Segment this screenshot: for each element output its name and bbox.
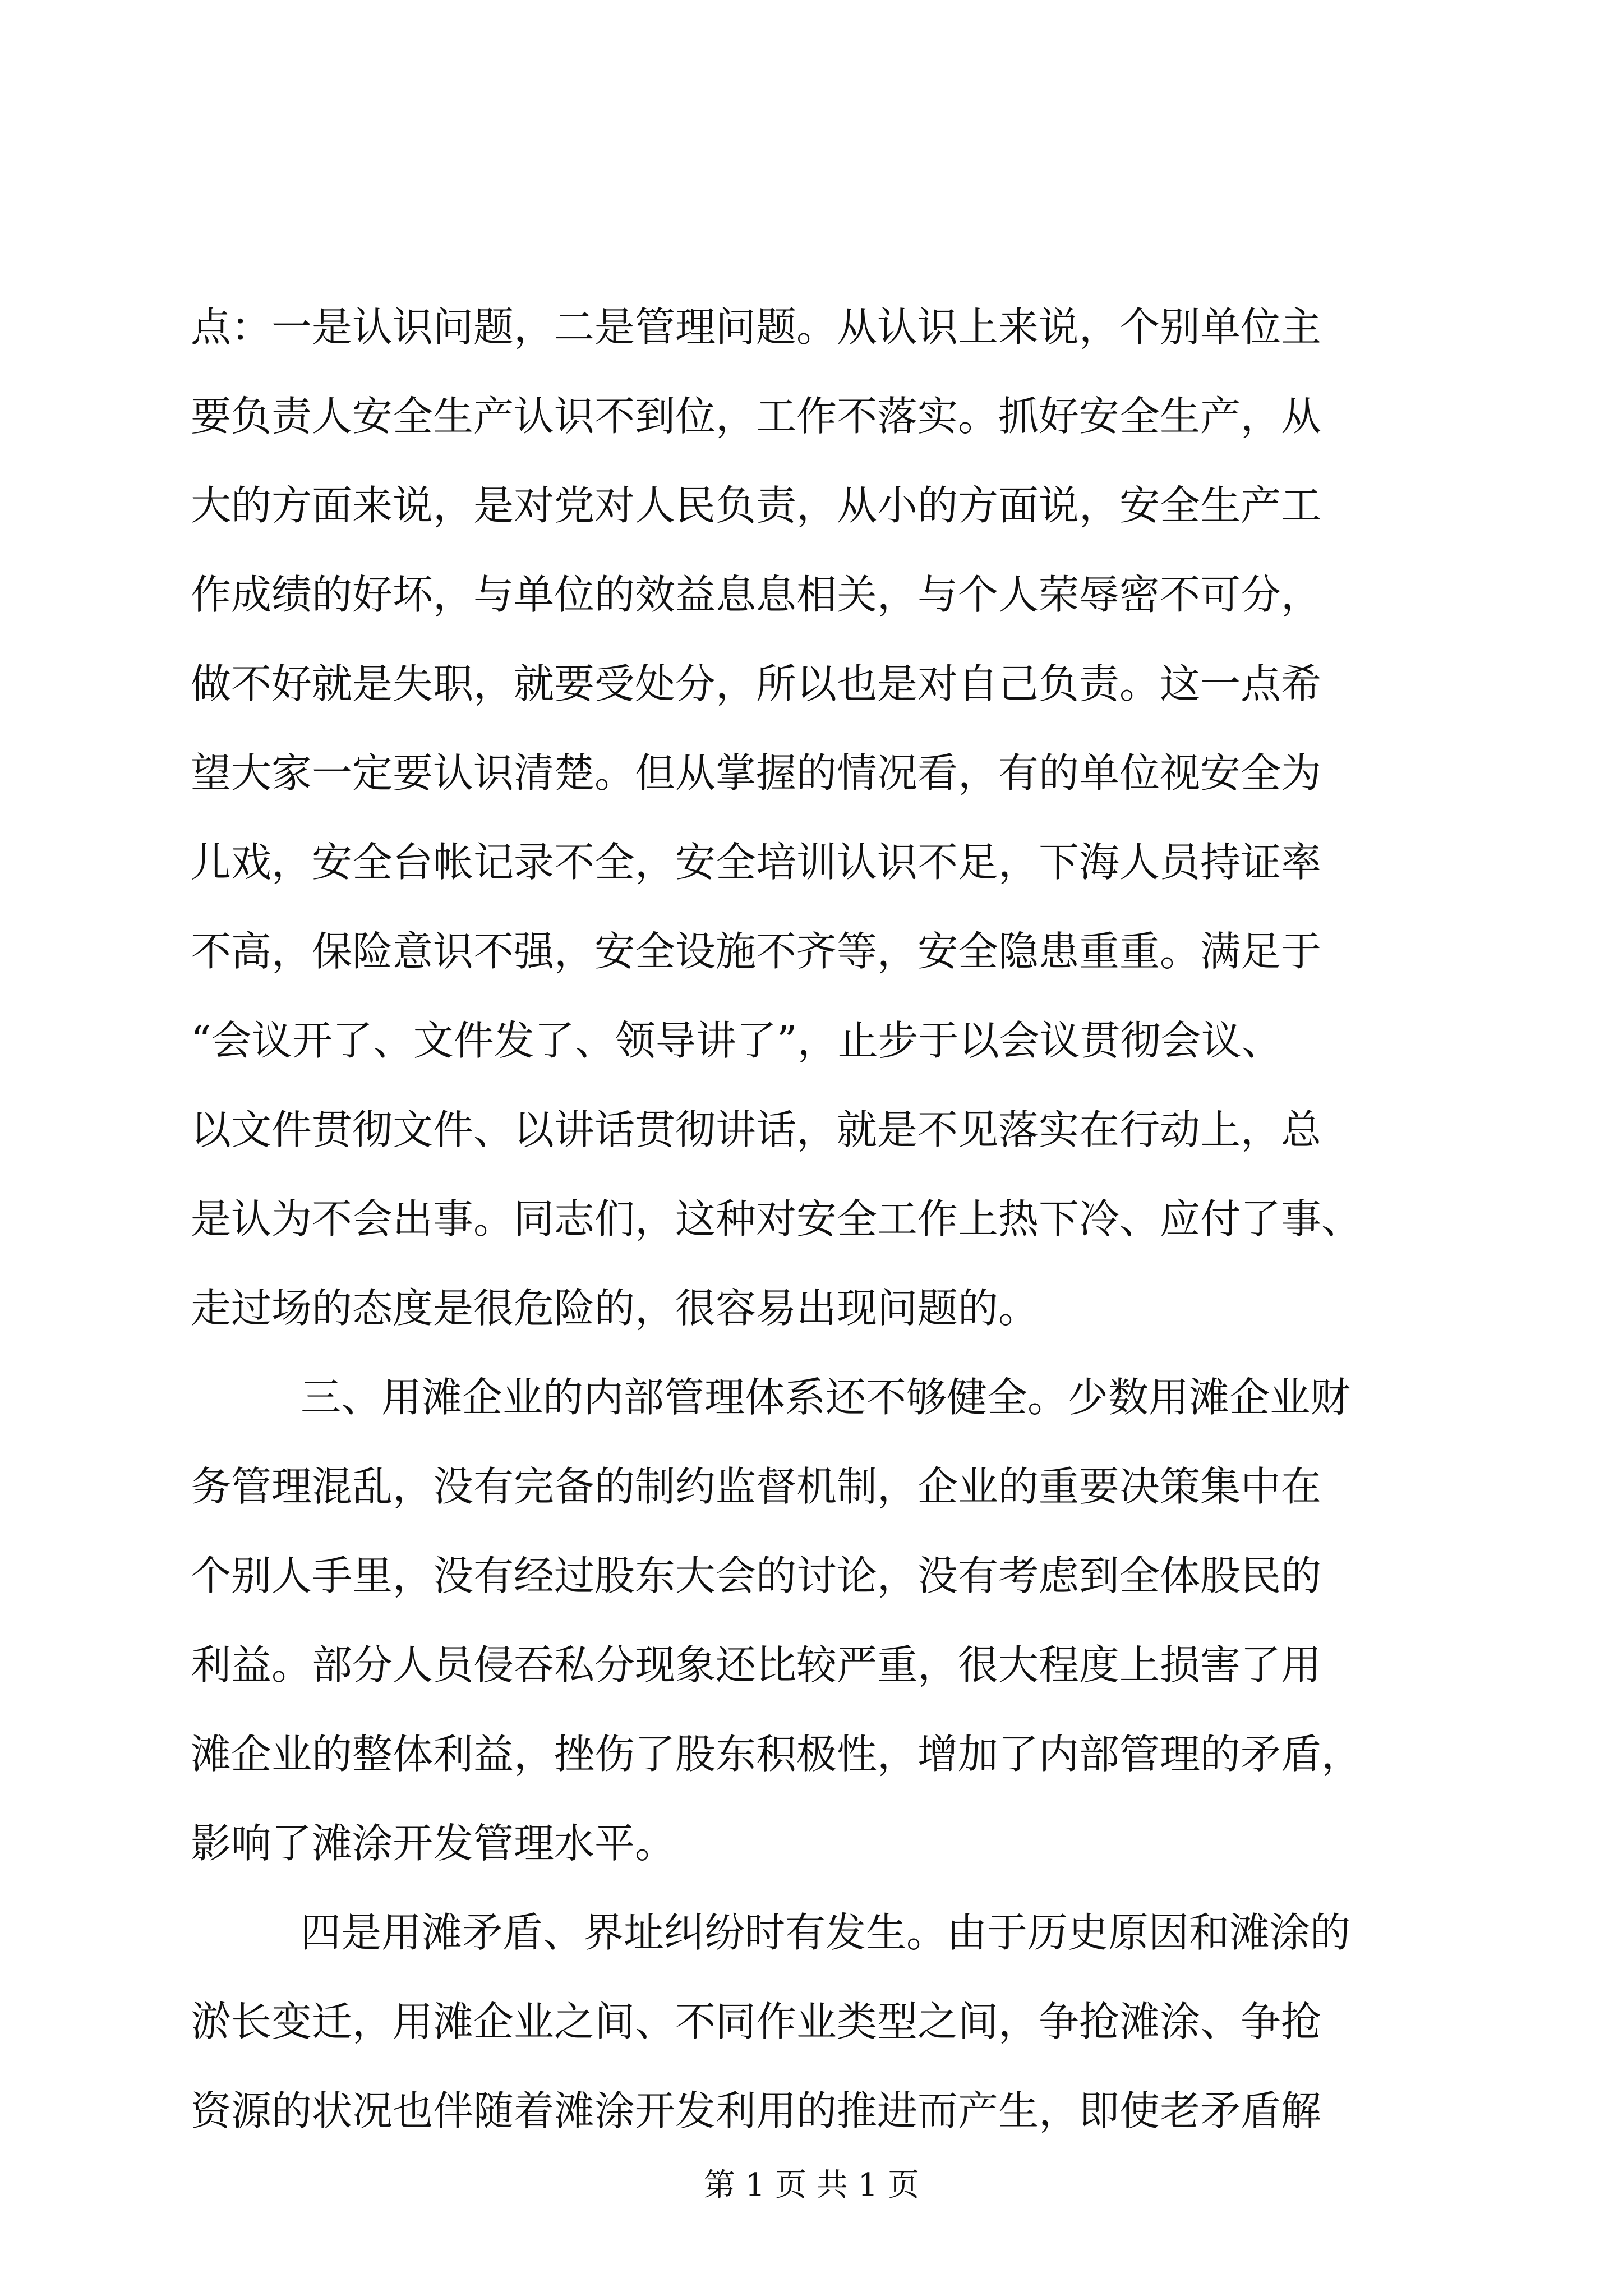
text-line: 不高，保险意识不强，安全设施不齐等，安全隐患重重。满足于 [191, 928, 1322, 975]
text-line: 走过场的态度是很危险的，很容易出现问题的。 [191, 1285, 1039, 1332]
paragraph-start-line: 四是用滩矛盾、界址纠纷时有发生。由于历史原因和滩涂的 [301, 1909, 1351, 1956]
text-line: 要负责人安全生产认识不到位，工作不落实。抓好安全生产，从 [191, 393, 1322, 440]
page-footer: 第 1 页 共 1 页 [703, 2167, 920, 2203]
text-line: 点：一是认识问题，二是管理问题。从认识上来说，个别单位主 [191, 303, 1322, 351]
text-line: “会议开了、文件发了、领导讲了”，止步于以会议贯彻会议、 [191, 1017, 1282, 1064]
text-line: 务管理混乱，没有完备的制约监督机制，企业的重要决策集中在 [191, 1463, 1322, 1510]
text-line: 个别人手里，没有经过股东大会的讨论，没有考虑到全体股民的 [191, 1552, 1322, 1599]
text-line: 儿戏，安全台帐记录不全，安全培训认识不足，下海人员持证率 [191, 839, 1322, 886]
text-line: 望大家一定要认识清楚。但从掌握的情况看，有的单位视安全为 [191, 749, 1322, 797]
text-line: 做不好就是失职，就要受处分，所以也是对自己负责。这一点希 [191, 660, 1322, 707]
text-line: 影响了滩涂开发管理水平。 [191, 1820, 676, 1867]
text-line: 大的方面来说，是对党对人民负责，从小的方面说，安全生产工 [191, 482, 1322, 529]
text-line: 是认为不会出事。同志们，这种对安全工作上热下冷、应付了事、 [191, 1195, 1362, 1243]
text-line: 以文件贯彻文件、以讲话贯彻讲话，就是不见落实在行动上，总 [191, 1106, 1322, 1153]
text-line: 滩企业的整体利益，挫伤了股东积极性，增加了内部管理的矛盾， [191, 1731, 1362, 1778]
paragraph-start-line: 三、用滩企业的内部管理体系还不够健全。少数用滩企业财 [301, 1374, 1351, 1421]
text-line: 淤长变迁，用滩企业之间、不同作业类型之间，争抢滩涂、争抢 [191, 1998, 1322, 2045]
text-line: 资源的状况也伴随着滩涂开发利用的推进而产生，即使老矛盾解 [191, 2087, 1322, 2134]
text-line: 利益。部分人员侵吞私分现象还比较严重，很大程度上损害了用 [191, 1641, 1322, 1688]
text-line: 作成绩的好坏，与单位的效益息息相关，与个人荣辱密不可分， [191, 571, 1322, 618]
